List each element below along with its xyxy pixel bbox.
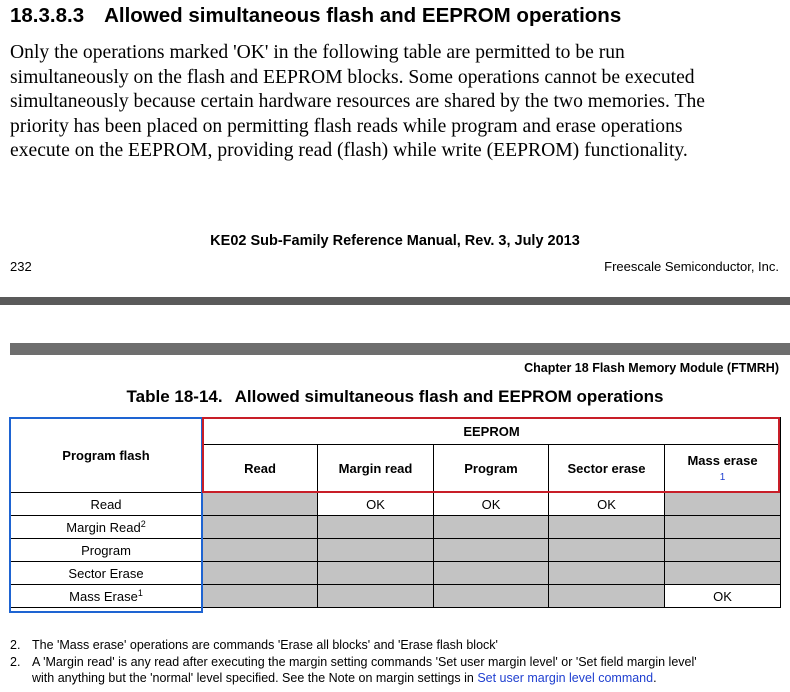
table-number: Table 18-14.: [126, 387, 223, 406]
column-header-margin-read: Margin read: [318, 445, 434, 493]
table-cell: OK: [549, 493, 665, 516]
table-cell: [665, 516, 781, 539]
section-heading: [10, 4, 621, 28]
page-divider-bar: [0, 297, 790, 305]
column-header-read: Read: [203, 445, 318, 493]
footnote-tail: .: [653, 671, 657, 685]
table-cell: [665, 493, 781, 516]
table-caption: [0, 387, 790, 407]
footnote-number: 2.: [10, 638, 21, 652]
table-row: [10, 539, 781, 562]
company-name: Freescale Semiconductor, Inc.: [604, 259, 779, 274]
mass-erase-footnote-link[interactable]: 1: [719, 471, 726, 483]
section-title: Allowed simultaneous flash and EEPROM operations: [104, 4, 622, 27]
footnote-ref: 1: [137, 587, 143, 598]
eeprom-header: EEPROM: [203, 418, 781, 445]
table-cell: [434, 585, 549, 608]
set-user-margin-level-link[interactable]: Set user margin level command: [477, 671, 654, 685]
table-cell: [549, 562, 665, 585]
footnote-number: 2.: [10, 655, 21, 669]
footnote-ref: 2: [140, 518, 146, 529]
mass-erase-label: Mass erase: [687, 452, 758, 468]
paragraph-line: execute on the EEPROM, providing read (flash) while write (EEPROM) functionality.: [10, 140, 688, 162]
footnote-2: [10, 654, 697, 686]
footnote-text: A 'Margin read' is any read after executing the margin setting commands 'Set user margin level' or 'Set field margin level': [32, 655, 697, 669]
table-cell: [318, 585, 434, 608]
row-label-sector-erase: Sector Erase: [10, 562, 203, 585]
table-cell: [203, 585, 318, 608]
table-cell: [434, 562, 549, 585]
table-cell: [203, 562, 318, 585]
page-number: 232: [10, 259, 32, 274]
paragraph-line: simultaneously because certain hardware resources are shared by the two memories. The: [10, 91, 705, 113]
section-paragraph: [10, 41, 790, 164]
table-title: Allowed simultaneous flash and EEPROM operations: [234, 387, 664, 406]
program-flash-header: Program flash: [10, 418, 203, 493]
footnote-text: with anything but the 'normal' level specified. See the Note on margin settings in: [32, 671, 478, 685]
table-cell: [549, 539, 665, 562]
paragraph-line: simultaneously on the flash and EEPROM blocks. Some operations cannot be executed: [10, 66, 695, 88]
table-cell: [434, 516, 549, 539]
table-row: [10, 493, 781, 516]
row-label-mass-erase: Mass Erase$^1$: [10, 585, 203, 608]
table-cell: [203, 516, 318, 539]
row-label-program: Program: [10, 539, 203, 562]
table-cell: OK: [318, 493, 434, 516]
table-row: [10, 516, 781, 539]
row-label-margin-read: Margin Read$^2$: [10, 516, 203, 539]
footnote-1: [10, 637, 498, 653]
column-header-mass-erase: [665, 445, 781, 493]
chapter-header-bar: [10, 343, 790, 355]
table-cell: [318, 562, 434, 585]
column-header-sector-erase: Sector erase: [549, 445, 665, 493]
chapter-title: Chapter 18 Flash Memory Module (FTMRH): [524, 361, 779, 375]
table-row: [10, 562, 781, 585]
table-cell: [203, 493, 318, 516]
table-cell: [665, 562, 781, 585]
table-cell: [665, 539, 781, 562]
footnote-text: The 'Mass erase' operations are commands 'Erase all blocks' and 'Erase flash block': [32, 638, 498, 652]
row-label-read: Read: [10, 493, 203, 516]
table-cell: [549, 585, 665, 608]
manual-title: KE02 Sub-Family Reference Manual, Rev. 3, July 2013: [210, 233, 580, 249]
table-cell: [318, 516, 434, 539]
column-header-program: Program: [434, 445, 549, 493]
paragraph-line: Only the operations marked 'OK' in the following table are permitted to be run: [10, 42, 625, 63]
table-cell: [549, 516, 665, 539]
operations-table: [9, 417, 781, 608]
paragraph-line: priority has been placed on permitting flash reads while program and erase operations: [10, 115, 683, 137]
table-cell: [434, 539, 549, 562]
table-cell: [318, 539, 434, 562]
table-cell: OK: [665, 585, 781, 608]
table-row: [10, 585, 781, 608]
table-cell: OK: [434, 493, 549, 516]
table-cell: [203, 539, 318, 562]
section-number: 18.3.8.3: [10, 4, 85, 27]
